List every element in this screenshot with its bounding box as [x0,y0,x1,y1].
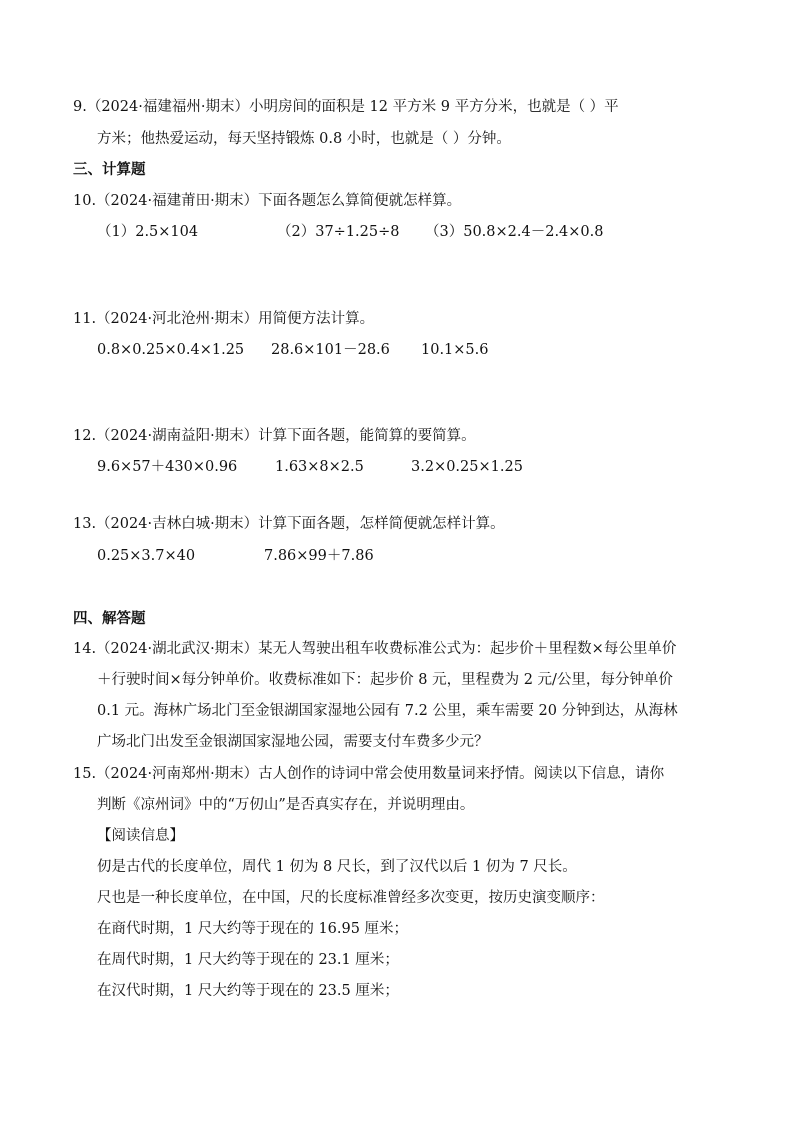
q14-line3: 0.1 元。海林广场北门至金银湖国家湿地公园有 7.2 公里，乘车需要 20 分钟到达，从海林 [97,703,678,719]
q10-item-3: （3）50.8×2.4－2.4×0.8 [425,224,604,240]
q14-line1: 14.（2024·湖北武汉·期末）某无人驾驶出租车收费标准公式为：起步价＋里程数×每公里单价 [73,641,677,657]
q12-item-2: 1.63×8×2.5 [275,459,364,475]
q15-line2: 判断《凉州词》中的“万仞山”是否真实存在，并说明理由。 [97,797,475,813]
q13-item-2: 7.86×99＋7.86 [264,548,374,564]
q11-item-1: 0.8×0.25×0.4×1.25 [97,342,245,358]
q15-info-3: 在商代时期，1 尺大约等于现在的 16.95 厘米； [97,921,409,937]
q9-line1: 9.（2024·福建福州·期末）小明房间的面积是 12 平方米 9 平方分米，也就是（ ）平 [73,99,619,115]
q15-info-5: 在汉代时期，1 尺大约等于现在的 23.5 厘米； [97,983,399,999]
q12-item-1: 9.6×57＋430×0.96 [97,459,238,475]
q11-stem: 11.（2024·河北沧州·期末）用简便方法计算。 [73,311,375,327]
q14-line4: 广场北门出发至金银湖国家湿地公园，需要支付车费多少元？ [97,734,489,750]
q10-item-2: （2）37÷1.25÷8 [277,224,400,240]
q15-info-title: 【阅读信息】 [97,828,184,844]
q9-line2: 方米；他热爱运动，每天坚持锻炼 0.8 小时，也就是（ ）分钟。 [97,131,511,147]
q11-item-2: 28.6×101－28.6 [271,342,390,358]
q10-stem: 10.（2024·福建莆田·期末）下面各题怎么算简便就怎样算。 [73,193,462,209]
q14-line2: ＋行驶时间×每分钟单价。收费标准如下：起步价 8 元，里程费为 2 元/公里，每分钟单价 [97,672,673,688]
q13-item-1: 0.25×3.7×40 [97,548,196,564]
q12-stem: 12.（2024·湖南益阳·期末）计算下面各题，能简算的要简算。 [73,428,476,444]
q11-item-3: 10.1×5.6 [421,342,489,358]
q13-stem: 13.（2024·吉林白城·期末）计算下面各题，怎样简便就怎样计算。 [73,516,505,532]
q15-line1: 15.（2024·河南郑州·期末）古人创作的诗词中常会使用数量词来抒情。阅读以下信息，请你 [73,766,665,782]
section-title-calculation: 三、计算题 [73,162,146,178]
q10-item-1: （1）2.5×104 [97,224,199,240]
q15-info-1: 仞是古代的长度单位，周代 1 仞为 8 尺长，到了汉代以后 1 仞为 7 尺长。 [97,859,577,875]
q15-info-4: 在周代时期，1 尺大约等于现在的 23.1 厘米； [97,952,399,968]
q15-info-2: 尺也是一种长度单位，在中国，尺的长度标准曾经多次变更，按历史演变顺序： [97,890,605,906]
section-title-word-problems: 四、解答题 [73,611,146,627]
q12-item-3: 3.2×0.25×1.25 [411,459,523,475]
